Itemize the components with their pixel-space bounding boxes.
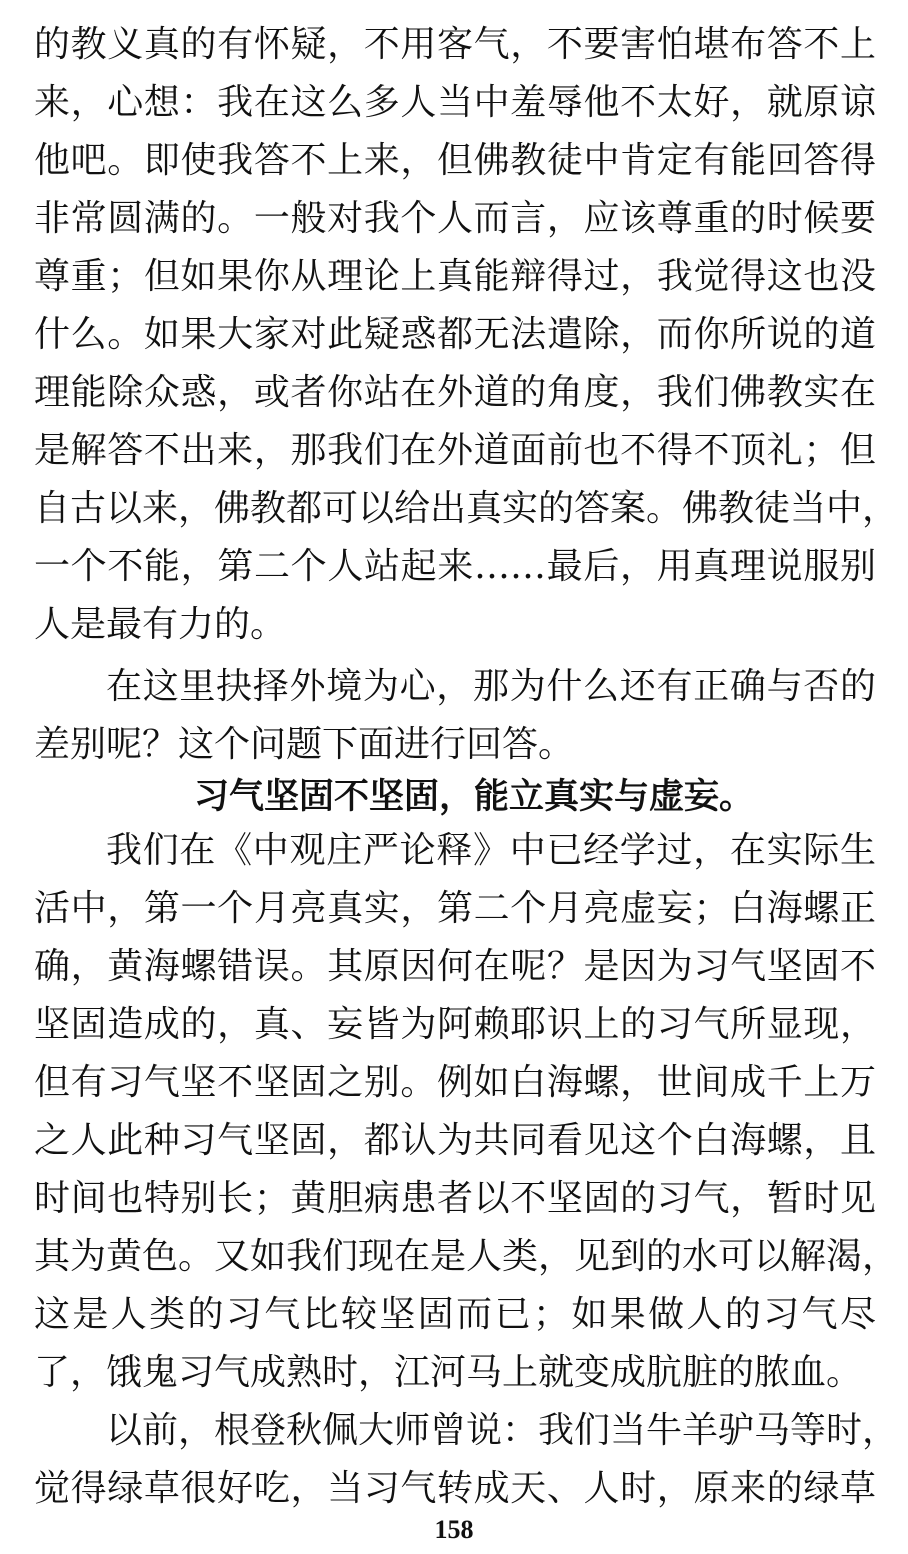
- text-line: 坚固造成的，真、妄皆为阿赖耶识上的习气所显现，: [34, 1004, 876, 1045]
- text-line: 人是最有力的。: [34, 604, 287, 645]
- section-heading: 习气坚固不坚固，能立真实与虚妄。: [193, 777, 754, 817]
- text-line: 在这里抉择外境为心，那为什么还有正确与否的: [106, 666, 876, 707]
- text-line: 活中，第一个月亮真实，第二个月亮虚妄；白海螺正: [34, 888, 876, 929]
- text-line: 时间也特别长；黄胆病患者以不坚固的习气，暂时见: [34, 1178, 876, 1219]
- text-line: 了，饿鬼习气成熟时，江河马上就变成肮脏的脓血。: [34, 1352, 863, 1393]
- text-line: 其为黄色。又如我们现在是人类，见到的水可以解渴，: [34, 1236, 899, 1277]
- text-line: 差别呢？这个问题下面进行回答。: [34, 724, 575, 765]
- text-line: 是解答不出来，那我们在外道面前也不得不顶礼；但: [34, 430, 876, 471]
- text-line: 非常圆满的。一般对我个人而言，应该尊重的时候要: [34, 198, 876, 239]
- text-line: 来，心想：我在这么多人当中羞辱他不太好，就原谅: [34, 82, 876, 123]
- text-line: 什么。如果大家对此疑惑都无法遣除，而你所说的道: [34, 314, 876, 355]
- text-line: 他吧。即使我答不上来，但佛教徒中肯定有能回答得: [34, 140, 876, 181]
- page-number: 158: [434, 1515, 474, 1544]
- text-line: 我们在《中观庄严论释》中已经学过，在实际生: [106, 830, 876, 871]
- text-line: 觉得绿草很好吃，当习气转成天、人时，原来的绿草: [34, 1468, 876, 1509]
- text-line: 尊重；但如果你从理论上真能辩得过，我觉得这也没: [34, 256, 876, 297]
- text-line: 以前，根登秋佩大师曾说：我们当牛羊驴马等时，: [106, 1410, 899, 1451]
- text-line: 之人此种习气坚固，都认为共同看见这个白海螺，且: [34, 1120, 876, 1161]
- text-line: 的教义真的有怀疑，不用客气，不要害怕堪布答不上: [34, 24, 876, 65]
- text-line: 确，黄海螺错误。其原因何在呢？是因为习气坚固不: [34, 946, 876, 987]
- text-line: 自古以来，佛教都可以给出真实的答案。佛教徒当中，: [34, 488, 899, 529]
- text-line: 理能除众惑，或者你站在外道的角度，我们佛教实在: [34, 372, 876, 413]
- text-line: 一个不能，第二个人站起来……最后，用真理说服别: [34, 546, 876, 587]
- text-line: 但有习气坚不坚固之别。例如白海螺，世间成千上万: [34, 1062, 876, 1103]
- text-line: 这是人类的习气比较坚固而已；如果做人的习气尽: [34, 1294, 876, 1335]
